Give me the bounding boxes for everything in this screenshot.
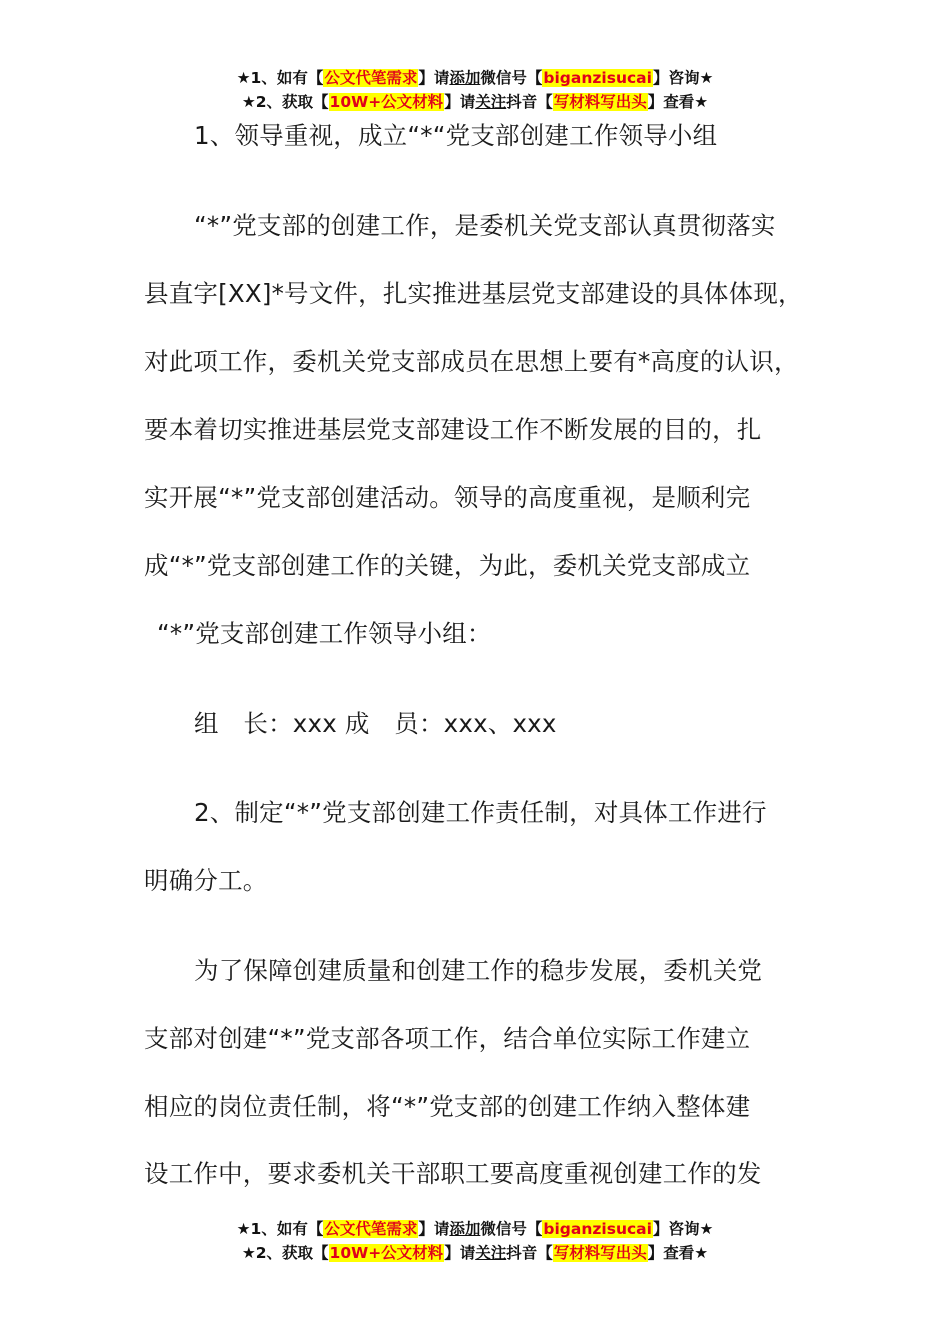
- promo-text: ★2、获取【: [241, 1244, 329, 1262]
- promo-line-1: [0, 66, 950, 90]
- paragraph-line: 对此项工作，委机关党支部成员在思想上要有*高度的认识，: [144, 347, 799, 376]
- paragraph-line: “*”党支部创建工作领导小组：: [157, 619, 492, 648]
- promo-text: 】请: [444, 1244, 476, 1262]
- paragraph-line: 支部对创建“*”党支部各项工作，结合单位实际工作建立: [144, 1024, 751, 1053]
- promo-highlight: 10W+公文材料: [329, 1244, 444, 1262]
- promo-text: 】请: [418, 69, 450, 87]
- promo-text: 微信号【: [480, 69, 543, 87]
- promo-text: 】请: [418, 1220, 450, 1238]
- promo-underlined-text: 添加: [449, 69, 481, 87]
- paragraph-line: 明确分工。: [144, 866, 268, 895]
- promo-text: 抖音【: [506, 93, 553, 111]
- paragraph-line: 为了保障创建质量和创建工作的稳步发展，委机关党: [194, 956, 763, 985]
- promo-underlined-text: 关注: [475, 1244, 507, 1262]
- promo-highlight: 10W+公文材料: [329, 93, 444, 111]
- promo-text: 】查看★: [647, 93, 709, 111]
- promo-line-2: [0, 1241, 950, 1265]
- group-members-line: 组 长：xxx 成 员：xxx、xxx: [194, 709, 557, 738]
- promo-text: 抖音【: [506, 1244, 553, 1262]
- promo-underlined-text: 添加: [449, 1220, 481, 1238]
- promo-banner-bottom: [0, 1217, 950, 1265]
- paragraph-line: 要本着切实推进基层党支部建设工作不断发展的目的，扎: [144, 415, 762, 444]
- promo-highlight: 公文代笔需求: [324, 1220, 418, 1238]
- promo-line-2: [0, 90, 950, 114]
- paragraph-line: 设工作中，要求委机关干部职工要高度重视创建工作的发: [144, 1159, 762, 1188]
- paragraph-line: 相应的岗位责任制，将“*”党支部的创建工作纳入整体建: [144, 1092, 751, 1121]
- promo-banner-top: [0, 66, 950, 114]
- promo-text: 】咨询★: [652, 69, 714, 87]
- promo-highlight: biganzisucai: [543, 1220, 652, 1238]
- promo-text: 】咨询★: [652, 1220, 714, 1238]
- promo-highlight: 写材料写出头: [553, 93, 647, 111]
- section-heading-2: 2、制定“*”党支部创建工作责任制，对具体工作进行: [194, 798, 767, 827]
- promo-line-1: [0, 1217, 950, 1241]
- promo-text: ★1、如有【: [236, 69, 324, 87]
- section-heading-1: 1、领导重视，成立“*“党支部创建工作领导小组: [194, 121, 718, 150]
- promo-text: 微信号【: [480, 1220, 543, 1238]
- paragraph-line: “*”党支部的创建工作，是委机关党支部认真贯彻落实: [194, 211, 776, 240]
- promo-text: ★1、如有【: [236, 1220, 324, 1238]
- promo-highlight: biganzisucai: [543, 69, 652, 87]
- promo-underlined-text: 关注: [475, 93, 507, 111]
- promo-highlight: 写材料写出头: [553, 1244, 647, 1262]
- paragraph-line: 实开展“*”党支部创建活动。领导的高度重视，是顺利完: [144, 483, 751, 512]
- promo-text: 】请: [444, 93, 476, 111]
- paragraph-line: 县直字[XX]*号文件，扎实推进基层党支部建设的具体体现，: [144, 279, 803, 308]
- promo-highlight: 公文代笔需求: [324, 69, 418, 87]
- paragraph-line: 成“*”党支部创建工作的关键，为此，委机关党支部成立: [144, 551, 751, 580]
- promo-text: ★2、获取【: [241, 93, 329, 111]
- promo-text: 】查看★: [647, 1244, 709, 1262]
